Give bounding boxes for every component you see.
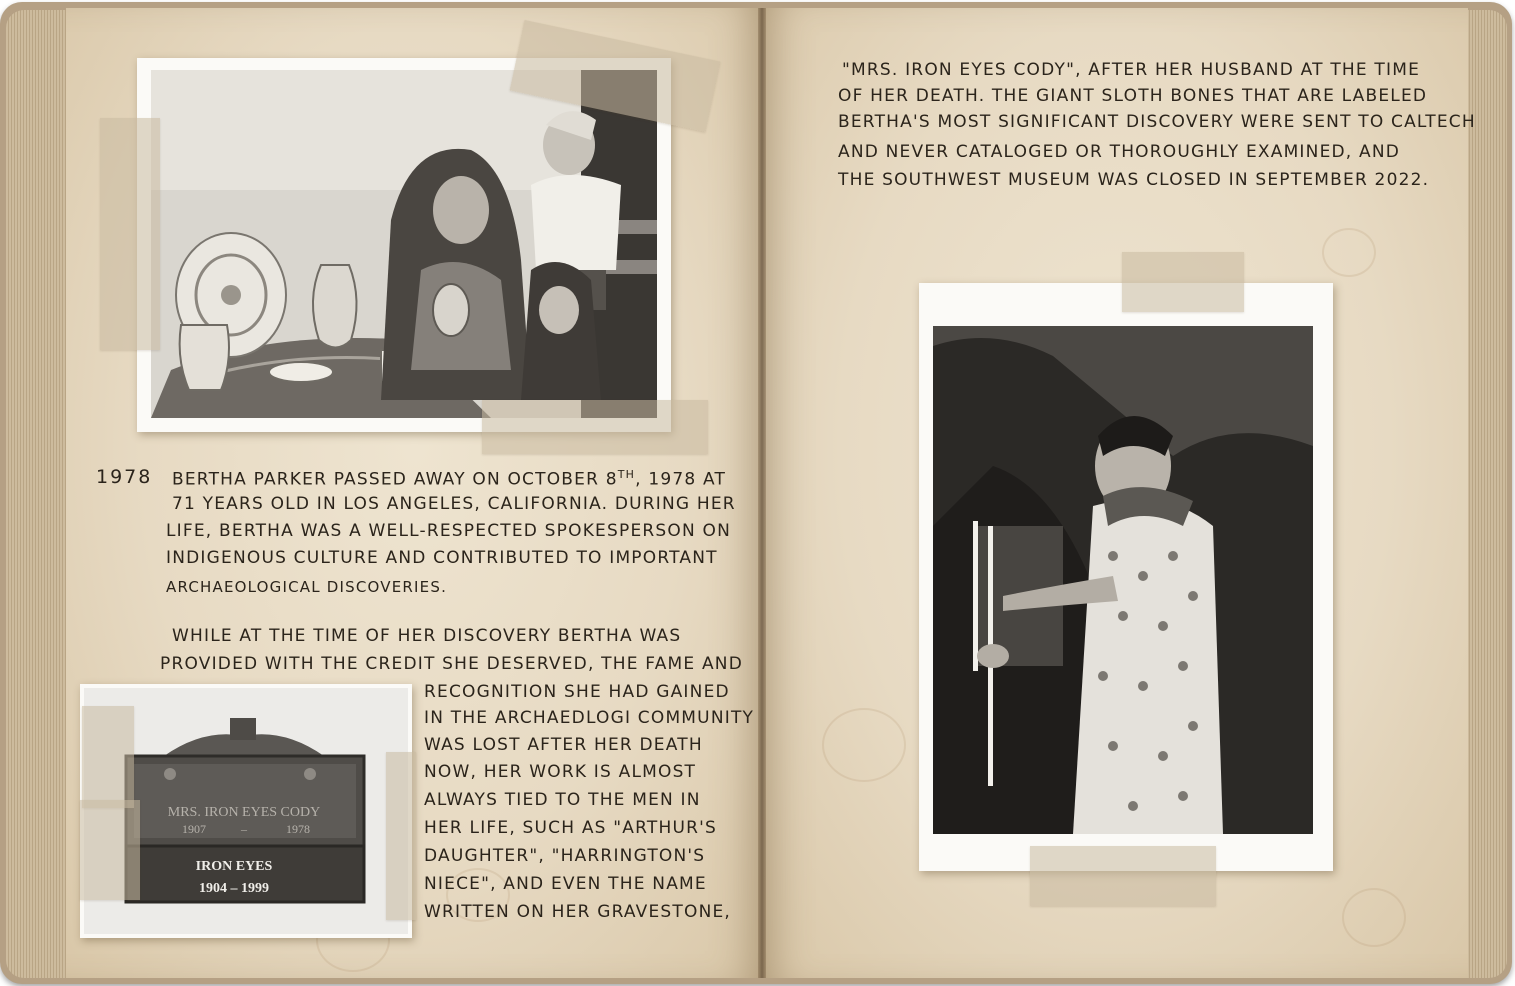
- gravestone-bottom-name: IRON EYES: [195, 859, 273, 874]
- text-line: RECOGNITION SHE HAD GAINED: [424, 682, 730, 702]
- text-line: WRITTEN ON HER GRAVESTONE,: [424, 902, 732, 922]
- text-line: DAUGHTER", "HARRINGTON'S: [424, 846, 706, 866]
- gravestone-top-name: MRS. IRON EYES CODY: [167, 805, 321, 820]
- year-label: 1978: [96, 466, 153, 488]
- text-fragment: , 1978 AT: [635, 469, 727, 490]
- tape-strip: [80, 800, 140, 900]
- text-line: 71 YEARS OLD IN LOS ANGELES, CALIFORNIA. DURING HER: [172, 494, 736, 514]
- tape-strip: [82, 706, 134, 808]
- gravestone-top-death: 1978: [286, 822, 310, 836]
- text-line: THE SOUTHWEST MUSEUM WAS CLOSED IN SEPTEMBER 2022.: [838, 170, 1430, 190]
- text-fragment: BERTHA PARKER PASSED AWAY ON OCTOBER 8: [172, 469, 618, 490]
- coffee-stain: [1322, 228, 1376, 277]
- gravestone-bottom-years: 1904 – 1999: [199, 881, 269, 896]
- tape-strip: [1122, 252, 1244, 312]
- text-line: NIECE", AND EVEN THE NAME: [424, 874, 707, 894]
- text-line: AND NEVER CATALOGED OR THOROUGHLY EXAMINED, AND: [838, 142, 1401, 162]
- text-line: [172, 468, 726, 490]
- book-spine: [758, 8, 766, 978]
- text-line: OF HER DEATH. THE GIANT SLOTH BONES THAT ARE LABELED: [838, 86, 1428, 106]
- superscript-th: TH: [617, 468, 636, 481]
- text-line: IN THE ARCHAEDLOGI COMMUNITY: [424, 708, 755, 728]
- text-line: ARCHAEOLOGICAL DISCOVERIES.: [166, 578, 448, 596]
- text-line: NOW, HER WORK IS ALMOST: [424, 762, 697, 782]
- tape-strip: [1030, 846, 1216, 906]
- gravestone-top-dash: –: [241, 822, 247, 836]
- text-line: PROVIDED WITH THE CREDIT SHE DESERVED, THE FAME AND: [160, 654, 743, 674]
- text-line: HER LIFE, SUCH AS "ARTHUR'S: [424, 818, 717, 838]
- photo-bertha-portrait: [919, 283, 1333, 871]
- coffee-stain: [1342, 888, 1406, 947]
- text-line: INDIGENOUS CULTURE AND CONTRIBUTED TO IMPORTANT: [166, 548, 718, 568]
- text-line: WHILE AT THE TIME OF HER DISCOVERY BERTHA WAS: [172, 626, 682, 646]
- text-line: BERTHA'S MOST SIGNIFICANT DISCOVERY WERE SENT TO CALTECH: [838, 112, 1476, 132]
- text-line: WAS LOST AFTER HER DEATH: [424, 735, 703, 755]
- text-line: "MRS. IRON EYES CODY", AFTER HER HUSBAND AT THE TIME: [842, 60, 1421, 80]
- tape-strip: [386, 752, 416, 920]
- coffee-stain: [822, 708, 906, 782]
- text-line: ALWAYS TIED TO THE MEN IN: [424, 790, 701, 810]
- photo-bertha-image: [933, 326, 1313, 834]
- gravestone-top-birth: 1907: [182, 822, 206, 836]
- photo-pottery-group: [137, 58, 671, 432]
- tape-strip: [482, 400, 708, 454]
- photo-pottery-image: [151, 70, 657, 418]
- left-page-edges: [6, 10, 68, 978]
- text-line: LIFE, BERTHA WAS A WELL-RESPECTED SPOKESPERSON ON: [166, 521, 731, 541]
- tape-strip: [100, 118, 160, 350]
